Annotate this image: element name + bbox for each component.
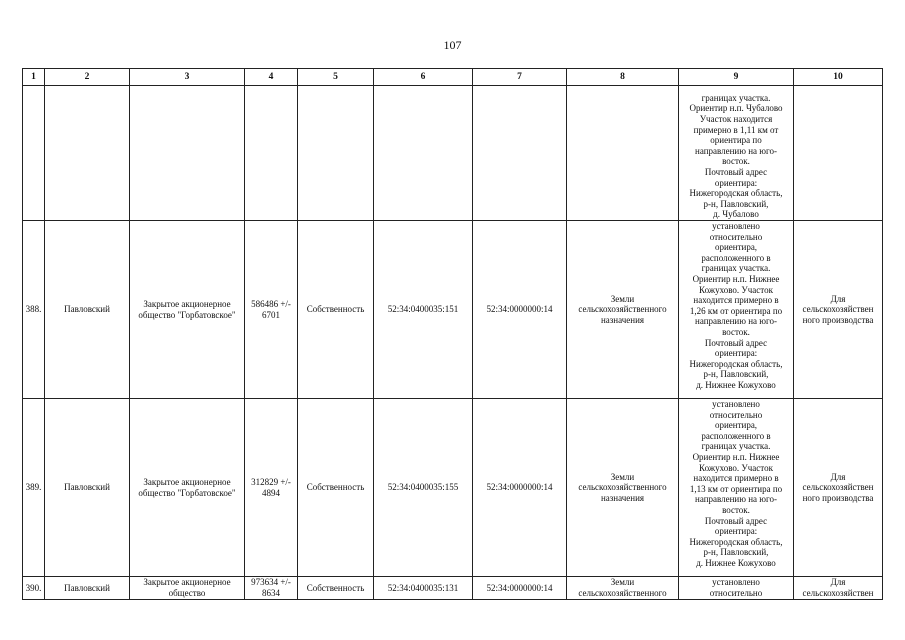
category-cell: Земли сельскохозяйственного: [567, 577, 679, 600]
description-line: 1,26 км от ориентира по: [689, 305, 783, 316]
col-header-6: 6: [374, 69, 473, 86]
land-registry-table: [22, 68, 883, 600]
description-line: Ориентир н.п. Нижнее: [692, 451, 780, 462]
permitted-use-cell: Для сельскохозяйствен ного производства: [794, 399, 883, 577]
description-line: примерно в 1,11 км от: [693, 124, 779, 135]
col-header-5: 5: [298, 69, 374, 86]
owner-cell: Закрытое акционерное общество: [130, 577, 245, 600]
description-line: расположенного в: [701, 252, 771, 263]
area-cell: [245, 86, 298, 221]
table-row: [23, 399, 883, 577]
area-cell: 586486 +/- 6701: [245, 221, 298, 399]
description-line: д. Нижнее Кожухово: [696, 379, 776, 390]
right-cell: Собственность: [298, 221, 374, 399]
category-cell: Земли сельскохозяйственного назначения: [567, 399, 679, 577]
description-line: Нижегородская область,: [689, 188, 783, 199]
col-header-1: 1: [23, 69, 45, 86]
category-cell: Земли сельскохозяйственного назначения: [567, 221, 679, 399]
right-cell: Собственность: [298, 399, 374, 577]
description-line: ориентира:: [714, 348, 758, 359]
district-cell: Павловский: [45, 399, 130, 577]
description-line: относительно: [709, 231, 763, 242]
col-header-4: 4: [245, 69, 298, 86]
location-description-cell: [679, 577, 794, 600]
description-line: Почтовый адрес: [704, 515, 768, 526]
col-header-10: 10: [794, 69, 883, 86]
owner-cell: Закрытое акционерное общество "Горбатовское": [130, 399, 245, 577]
location-description-cell: [679, 86, 794, 221]
cadastral-cell: 52:34:0400035:131: [374, 577, 473, 600]
description-line: границах участка.: [701, 92, 771, 103]
description-line: Ориентир н.п. Чубалово: [689, 103, 783, 114]
description-line: относительно: [709, 409, 763, 420]
description-line: Нижегородская область,: [689, 358, 783, 369]
right-cell: Собственность: [298, 577, 374, 600]
district-cell: Павловский: [45, 221, 130, 399]
district-cell: [45, 86, 130, 221]
description-line: ориентира:: [714, 526, 758, 537]
description-line: направлению на юго-: [695, 145, 777, 156]
cadastral-cell: 52:34:0400035:151: [374, 221, 473, 399]
table-row: [23, 86, 883, 221]
description-line: Участок находится: [699, 114, 773, 125]
description-line: ориентира,: [714, 420, 758, 431]
description-line: установлено: [712, 399, 760, 409]
description-line: находится примерно в: [693, 473, 779, 484]
description-line: д. Чубалово: [713, 209, 759, 220]
description-line: границах участка.: [701, 263, 771, 274]
col-header-7: 7: [473, 69, 567, 86]
description-line: установлено: [712, 221, 760, 231]
description-line: относительно: [709, 588, 763, 598]
category-cell: [567, 86, 679, 221]
description-line: Кожухово. Участок: [699, 284, 773, 295]
permitted-use-cell: Для сельскохозяйствен: [794, 577, 883, 600]
description-line: находится примерно в: [693, 295, 779, 306]
description-line: д. Нижнее Кожухово: [696, 557, 776, 568]
permitted-use-cell: [794, 86, 883, 221]
owner-cell: Закрытое акционерное общество "Горбатовское": [130, 221, 245, 399]
parent-cadastral-cell: 52:34:0000000:14: [473, 399, 567, 577]
description-line: р-н, Павловский,: [703, 547, 769, 558]
header-row: [23, 69, 883, 86]
description-line: 1,13 км от ориентира по: [689, 483, 783, 494]
col-header-8: 8: [567, 69, 679, 86]
description-line: направлению на юго-: [695, 316, 777, 327]
page-number: 107: [443, 38, 462, 52]
description-line: восток.: [722, 504, 750, 515]
parent-cadastral-cell: 52:34:0000000:14: [473, 577, 567, 600]
location-description-cell: [679, 399, 794, 577]
permitted-use-cell: Для сельскохозяйствен ного производства: [794, 221, 883, 399]
description-line: р-н, Павловский,: [703, 198, 769, 209]
table-row: [23, 577, 883, 600]
description-line: восток.: [722, 156, 750, 167]
description-line: Кожухово. Участок: [699, 462, 773, 473]
description-line: Почтовый адрес: [704, 167, 768, 178]
row-number: [23, 86, 45, 221]
area-cell: 312829 +/- 4894: [245, 399, 298, 577]
description-line: Ориентир н.п. Нижнее: [692, 273, 780, 284]
description-line: Нижегородская область,: [689, 536, 783, 547]
description-line: расположенного в: [701, 430, 771, 441]
location-description-cell: [679, 221, 794, 399]
cadastral-cell: 52:34:0400035:155: [374, 399, 473, 577]
owner-cell: [130, 86, 245, 221]
row-number: 388.: [23, 221, 45, 399]
description-line: ориентира:: [714, 177, 758, 188]
cadastral-cell: [374, 86, 473, 221]
district-cell: Павловский: [45, 577, 130, 600]
description-line: направлению на юго-: [695, 494, 777, 505]
row-number: 389.: [23, 399, 45, 577]
col-header-2: 2: [45, 69, 130, 86]
table-row: [23, 221, 883, 399]
description-line: Почтовый адрес: [704, 337, 768, 348]
parent-cadastral-cell: 52:34:0000000:14: [473, 221, 567, 399]
area-cell: 973634 +/- 8634: [245, 577, 298, 600]
col-header-9: 9: [679, 69, 794, 86]
description-line: ориентира по: [710, 135, 762, 146]
col-header-3: 3: [130, 69, 245, 86]
description-line: ориентира,: [714, 242, 758, 253]
description-line: границах участка.: [701, 441, 771, 452]
right-cell: [298, 86, 374, 221]
parent-cadastral-cell: [473, 86, 567, 221]
description-line: р-н, Павловский,: [703, 369, 769, 380]
description-line: восток.: [722, 326, 750, 337]
description-line: установлено: [712, 577, 760, 588]
row-number: 390.: [23, 577, 45, 600]
